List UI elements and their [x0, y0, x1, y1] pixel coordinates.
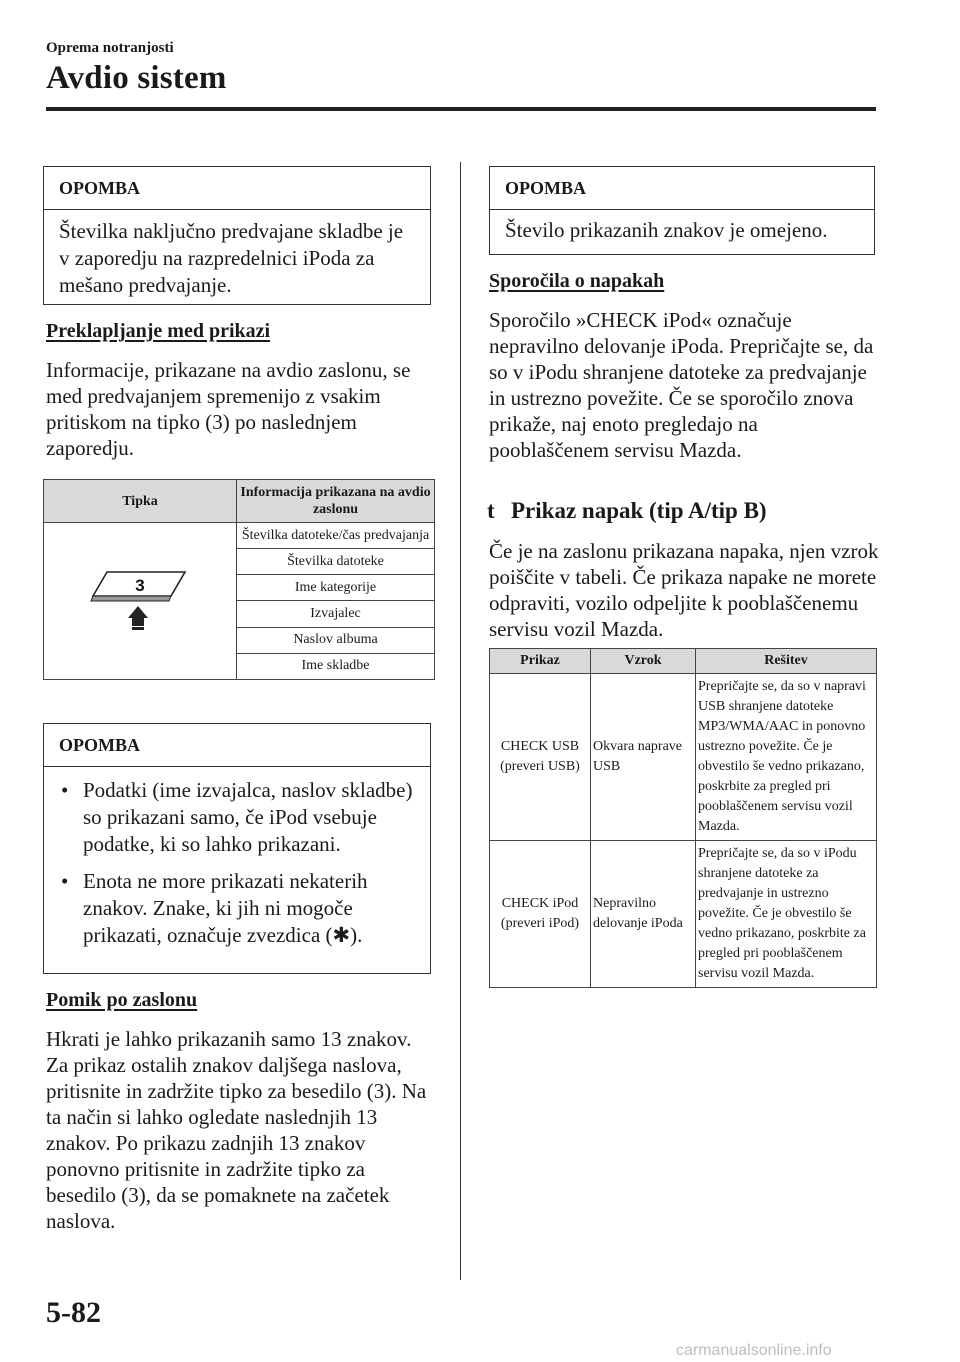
chapter-title: Avdio sistem [46, 60, 227, 96]
heading-switching-displays: Preklapljanje med prikazi [46, 320, 271, 342]
error-solution-cell: Prepričajte se, da so v napravi USB shranjene datoteke MP3/WMA/AAC in ponovno ustrezno povežite. Če je obvestilo še vedno prikazano, poskrbite za pregled pri pooblaščenem servisu vozil Mazda. [696, 674, 877, 841]
note-text: Število prikazanih znakov je omejeno. [505, 218, 828, 242]
error-cause-cell: Nepravilno delovanje iPoda [591, 841, 696, 988]
asterisk-icon: ✱ [332, 923, 351, 947]
watermark: carmanualsonline.info [676, 1342, 832, 1359]
table-row [490, 674, 877, 841]
error-table [489, 648, 877, 988]
note-bullet-item: • Enota ne more prikazati nekaterih znakov. Znake, ki jih ni mogoče prikazati, označuje zvezdica (✱). [61, 869, 368, 947]
header-rule [46, 107, 876, 111]
bullet-icon: • [61, 869, 69, 893]
note-box-random-track [43, 166, 431, 305]
sequence-row-2: Številka datoteke [237, 549, 435, 575]
sequence-row-1: Številka datoteke/čas predvajanja [237, 523, 435, 549]
table-header-info: Informacija prikazana na avdio zaslonu [237, 480, 435, 523]
section-marker-icon: t [487, 498, 495, 523]
note-box-char-limit [489, 166, 875, 255]
page-number: 5-82 [46, 1296, 101, 1329]
key-illustration-cell [44, 523, 237, 680]
sequence-row-3: Ime kategorije [237, 575, 435, 601]
section-label: Oprema notranjosti [46, 40, 174, 56]
column-divider [460, 162, 461, 1280]
sequence-row-5: Naslov albuma [237, 627, 435, 653]
sequence-row-4: Izvajalec [237, 601, 435, 627]
error-display-cell: CHECK iPod (preveri iPod) [490, 841, 591, 988]
paragraph-switching-displays: Informacije, prikazane na avdio zaslonu, se med predvajanjem spremenijo z vsakim pritiskom na tipko (3) po naslednjem zaporedju. [46, 358, 411, 460]
error-solution-cell: Prepričajte se, da so v iPodu shranjene datoteke za predvajanje in ustrezno povežite. Če je obvestilo še vedno prikazano, poskrbite za pregled pri pooblaščenem servisu vozil Mazda. [696, 841, 877, 988]
sequence-row-6: Ime skladbe [237, 653, 435, 679]
note-box-display-limits [43, 723, 431, 974]
heading-error-messages: Sporočila o napakah [489, 270, 665, 292]
note-text: Številka naključno predvajane skladbe je v zaporedju na razpredelnici iPoda za mešano predvajanje. [59, 219, 404, 297]
note-title: OPOMBA [490, 167, 874, 210]
note-bullet-item: • Podatki (ime izvajalca, naslov skladbe) so prikazani samo, če iPod vsebuje podatke, ki so lahko prikazani. [61, 778, 413, 856]
paragraph-scrolling: Hkrati je lahko prikazanih samo 13 znakov. Za prikaz ostalih znakov daljšega naslova, pritisnite in zadržite tipko za besedilo (3). Na ta način si lahko ogledate naslednjih 13 znakov. Po prikazu zadnjih 13 znakov ponovno pritisnite in zadržite tipko za besedilo (3), da se pomaknete na začetek naslova. [46, 1027, 427, 1233]
table-row [490, 841, 877, 988]
key-number-label: 3 [135, 575, 145, 595]
table-header-display: Prikaz [490, 649, 591, 674]
paragraph-error-display: Če je na zaslonu prikazana napaka, njen vzrok poiščite v tabeli. Če prikaza napake ne morete odpraviti, vozilo odpeljite k pooblaščenemu servisu vozil Mazda. [489, 539, 879, 641]
heading-scrolling: Pomik po zaslonu [46, 989, 198, 1011]
display-sequence-table [43, 479, 435, 680]
heading-error-display: t Prikaz napak (tip A/tip B) [487, 498, 767, 523]
table-header-key: Tipka [44, 480, 237, 523]
note-title: OPOMBA [44, 167, 430, 210]
error-cause-cell: Okvara naprave USB [591, 674, 696, 841]
error-display-cell: CHECK USB (preveri USB) [490, 674, 591, 841]
paragraph-error-messages: Sporočilo »CHECK iPod« označuje nepravilno delovanje iPoda. Prepričajte se, da so v iPodu shranjene datoteke za predvajanje in ustrezno povežite. Če se sporočilo znova prikaže, naj enoto pregledajo na pooblaščenem servisu Mazda. [489, 308, 874, 462]
table-header-cause: Vzrok [591, 649, 696, 674]
table-header-solution: Rešitev [696, 649, 877, 674]
bullet-icon: • [61, 778, 69, 802]
button-3-icon [85, 566, 195, 632]
note-title: OPOMBA [44, 724, 430, 767]
